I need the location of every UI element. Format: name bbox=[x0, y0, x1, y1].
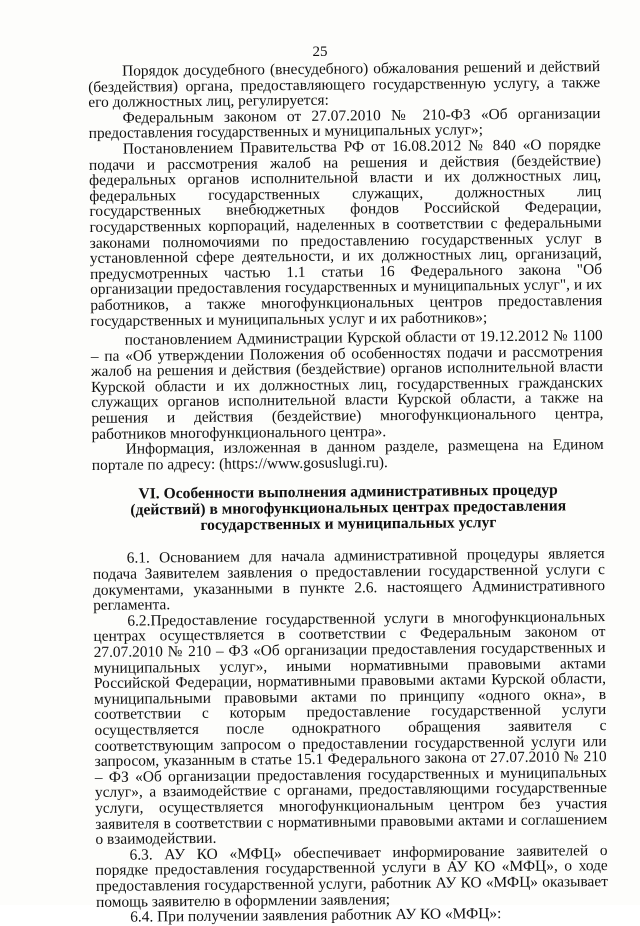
document-body bbox=[88, 59, 608, 926]
paragraph-portal-info: Информация, изложенная в данном разделе, размещена на Едином портале по адресу: (https://www.gosuslugi.ru). bbox=[91, 436, 604, 474]
page-number: 25 bbox=[312, 44, 328, 60]
paragraph-kursk-decree-1100: постановлением Администрации Курской области от 19.12.2012 № 1100 – па «Об утверждении Положения об особенностях подачи и рассмотрения жалоб на решения и действия (бездействие) органов исполнительной власти Курской области и их должностных лиц, государственных гражданских служащих органов исполнительной власти Курской области, а также на решения и действия (бездействие) многофункционального центра, работников многофункционального центра». bbox=[90, 327, 604, 443]
paragraph-6-3: 6.3. АУ КО «МФЦ» обеспечивает информирование заявителей о порядке предоставления государственной услуги в АУ КО «МФЦ», о ходе предоставления государственной услуги, работник АУ КО «МФЦ» оказывает помощь заявителю в оформлении заявления; bbox=[95, 841, 608, 911]
section-title-line-2: (действий) в многофункциональных центрах предоставления bbox=[130, 497, 567, 520]
paragraph-government-decree-840: Постановлением Правительства РФ от 16.08.2012 № 840 «О порядке подачи и рассмотрения жалоб на решения и действия (бездействие) федеральных органов исполнительной власти и их должностных лиц, федеральных государственных служащих, должностных лиц государственных внебюджетных фондов Российской Федерации, государственных корпораций, наделенных в соответствии с федеральными законами полномочиями по предоставлению государственных услуг в установленной сфере деятельности, и их должностных лиц, организаций, предусмотренных частью 1.1 статьи 16 Федерального закона "Об организации предоставления государственных и муниципальных услуг", и их работников, а также многофункциональных центров предоставления государственных и муниципальных услуг и их работников»; bbox=[88, 136, 603, 330]
paragraph-appeal-procedure: Порядок досудебного (внесудебного) обжалования решений и действий (бездействия) органа, предоставляющего государственную услугу, а также его должностных лиц, регулируется: bbox=[88, 58, 601, 112]
section-title-line-3: государственных и муниципальных услуг bbox=[200, 514, 497, 535]
section-title-line-1: VI. Особенности выполнения административных процедур bbox=[138, 481, 558, 503]
paragraph-6-2: 6.2.Предоставление государственной услуги в многофункциональных центрах осуществляется в соответствии с Федеральным законом от 27.07.2010 № 210 – ФЗ «Об организации предоставления государственных и муниципальных услуг», иными нормативными правовыми актами Российской Федерации, нормативными правовыми актами Курской области, муниципальными правовыми актами по принципу «одного окна», в соответствии с которым предоставление государственной услуги осуществляется после однократного обращения заявителя с соответствующим запросом о предоставлении государственной услуги или запросом, указанным в статье 15.1 Федерального закона от 27.07.2010 № 210 – ФЗ «Об организации предоставления государственных и муниципальных услуг», а взаимодействие с органами, предоставляющими государственные услуги, осуществляется многофункциональным центром без участия заявителя в соответствии с нормативными правовыми актами и соглашением о взаимодействии. bbox=[93, 607, 608, 849]
paragraph-6-4: 6.4. При получении заявления работник АУ КО «МФЦ»: bbox=[130, 905, 502, 926]
section-title bbox=[92, 483, 604, 536]
paragraph-6-1: 6.1. Основанием для начала административной процедуры является подача Заявителем заявления о предоставлении государственной услуги с документами, указанными в пункте 2.6. настоящего Административного регламента. bbox=[92, 545, 606, 615]
paragraph-federal-law-210: Федеральным законом от 27.07.2010 № 210-ФЗ «Об организации предоставления государственных и муниципальных услуг»; bbox=[88, 104, 601, 143]
